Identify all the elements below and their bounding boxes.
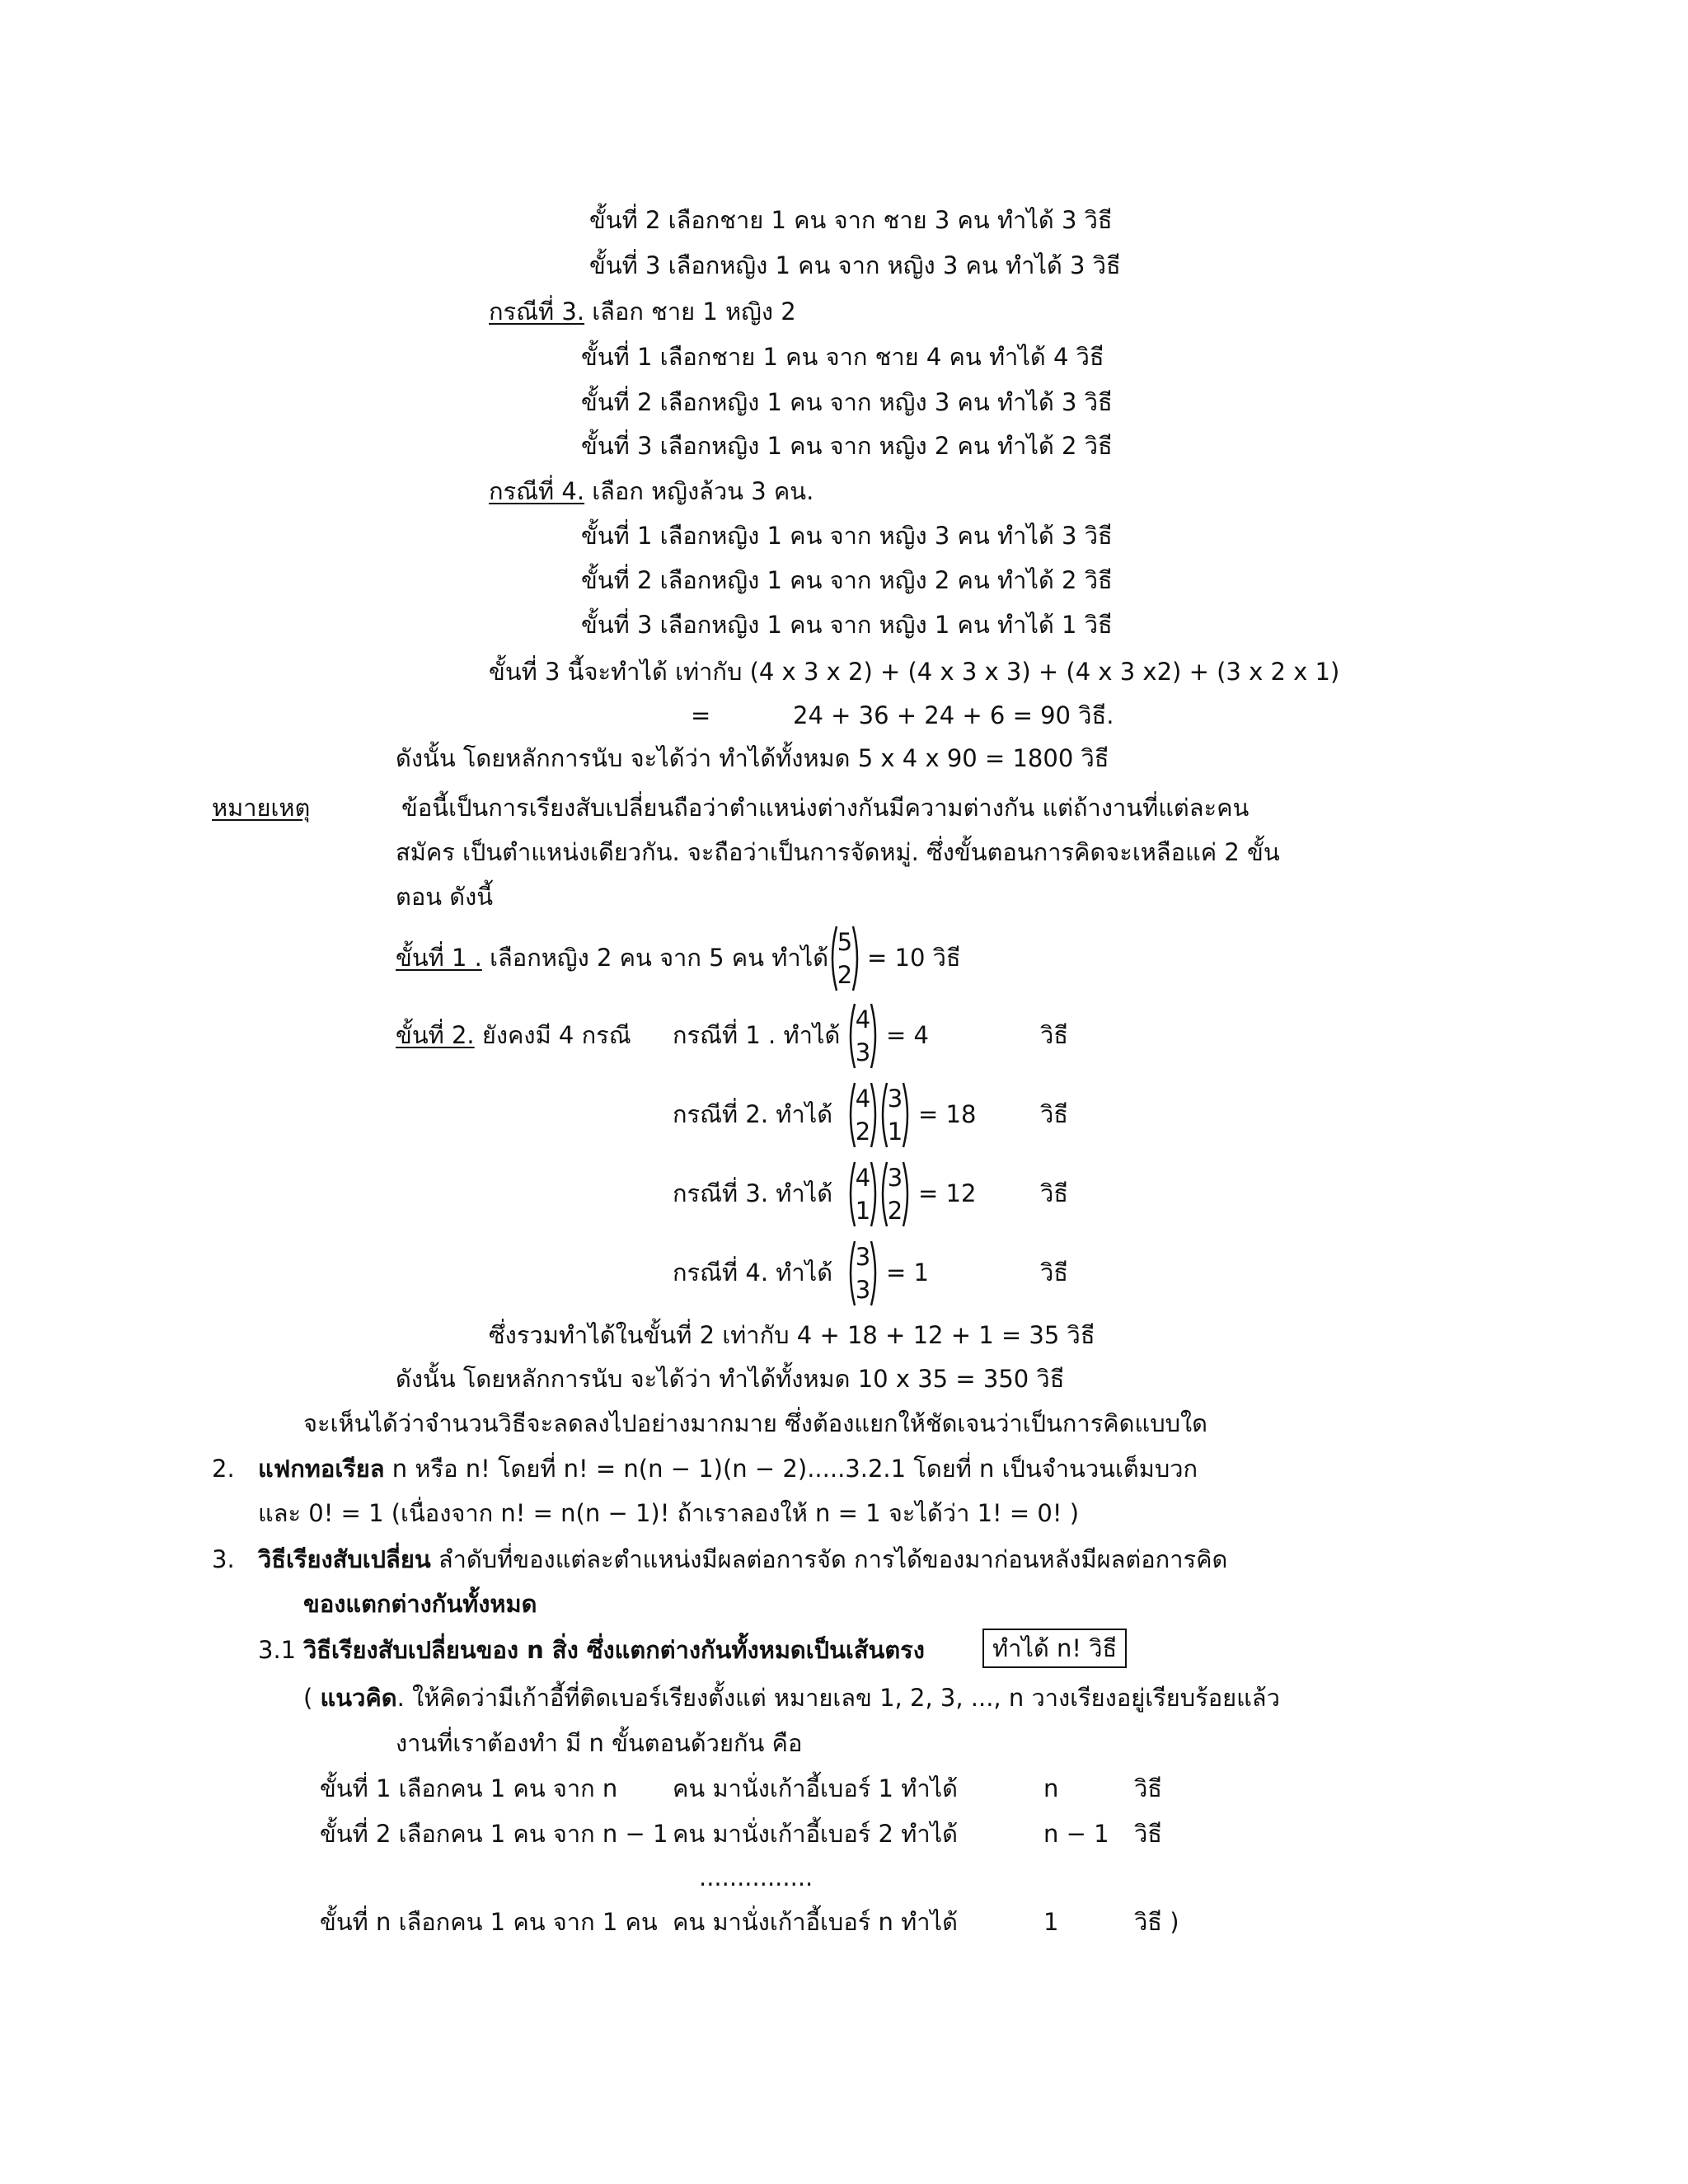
item-number: 2. [212, 1455, 235, 1483]
case-heading [489, 475, 814, 508]
binom-bottom: 2 [855, 1118, 871, 1146]
binom-top: 4 [855, 1164, 871, 1192]
term-title: วิธีเรียงสับเปลี่ยน [258, 1545, 431, 1573]
result: = 10 วิธี [867, 944, 961, 972]
note-text: ตอน ดังนี้ [396, 883, 494, 911]
row-desc: คน มานั่งเก้าอี้เบอร์ 1 ทำได้ [673, 1774, 959, 1802]
binom-bottom: 3 [855, 1038, 871, 1066]
text-line: ดังนั้น โดยหลักการนับ จะได้ว่า ทำได้ทั้งหมด 5 x 4 x 90 = 1800 วิธี [396, 744, 1109, 772]
text-line: 24 + 36 + 24 + 6 = 90 วิธี. [793, 701, 1114, 729]
binom-bottom: 2 [837, 961, 853, 989]
subitem-number: 3.1 [258, 1636, 297, 1664]
result: = 4 [886, 1021, 929, 1049]
step-2-line [396, 1019, 631, 1052]
row-desc: คน มานั่งเก้าอี้เบอร์ n ทำได้ [673, 1908, 958, 1936]
text-line: ดังนั้น โดยหลักการนับ จะได้ว่า ทำได้ทั้งหมด 10 x 35 = 350 วิธี [396, 1365, 1065, 1393]
row-count: 1 [1043, 1908, 1059, 1936]
step-text: เลือกหญิง 2 คน จาก 5 คน ทำได้ [481, 944, 829, 972]
binom-top: 4 [855, 1005, 871, 1033]
case-label: กรณีที่ 3. [489, 298, 585, 326]
text-line: และ 0! = 1 (เนื่องจาก n! = n(n − 1)! ถ้าเราลองให้ n = 1 จะได้ว่า 1! = 0! ) [258, 1499, 1080, 1527]
subitem-title: วิธีเรียงสับเปลี่ยนของ n สิ่ง ซึ่งแตกต่างกันทั้งหมดเป็นเส้นตรง [303, 1636, 925, 1664]
case-label: กรณีที่ 1 . ทำได้ [673, 1021, 841, 1049]
row-unit: วิธี [1134, 1820, 1162, 1848]
permutation-line [258, 1543, 1227, 1576]
case-text: เลือก ชาย 1 หญิง 2 [584, 298, 796, 326]
binom-top: 5 [837, 928, 853, 956]
result: = 18 [918, 1100, 977, 1128]
text-line: ขั้นที่ 3 นี้จะทำได้ เท่ากับ (4 x 3 x 2) + (4 x 3 x 3) + (4 x 3 x2) + (3 x 2 x 1) [489, 658, 1340, 686]
binomial [877, 1159, 913, 1230]
text-line: ขั้นที่ 2 เลือกหญิง 1 คน จาก หญิง 3 คน ทำได้ 3 วิธี [581, 388, 1113, 416]
row-step: ขั้นที่ n เลือกคน 1 คน จาก 1 คน [320, 1908, 658, 1936]
binom-bottom: 2 [887, 1197, 903, 1225]
factorial-line [258, 1452, 1198, 1485]
case-heading [489, 295, 796, 328]
text-line: ขั้นที่ 2 เลือกหญิง 1 คน จาก หญิง 2 คน ทำได้ 2 วิธี [581, 566, 1113, 594]
unit: วิธี [1040, 1100, 1068, 1128]
binomial [845, 1238, 881, 1309]
binom-top: 3 [887, 1164, 903, 1192]
text-line: ขั้นที่ 1 เลือกหญิง 1 คน จาก หญิง 3 คน ทำได้ 3 วิธี [581, 522, 1113, 550]
idea-text: . ให้คิดว่ามีเก้าอี้ที่ติดเบอร์เรียงตั้งแต่ หมายเลข 1, 2, 3, ..., n วางเรียงอยู่เรียบร้อยแล้ว [396, 1684, 1280, 1712]
step-label: ขั้นที่ 2. [396, 1021, 475, 1049]
boxed-formula: ทำได้ n! วิธี [982, 1629, 1127, 1668]
unit: วิธี [1040, 1179, 1068, 1207]
note-label: หมายเหตุ [212, 794, 311, 822]
row-unit: วิธี [1134, 1774, 1162, 1802]
binom-top: 3 [855, 1243, 871, 1271]
term-text: n หรือ n! โดยที่ n! = n(n − 1)(n − 2).....3.2.1 โดยที่ n เป็นจำนวนเต็มบวก [384, 1455, 1198, 1483]
row-count: n − 1 [1043, 1820, 1109, 1848]
binomial [877, 1080, 913, 1151]
note-text: สมัคร เป็นตำแหน่งเดียวกัน. จะถือว่าเป็นการจัดหมู่. ซึ่งขั้นตอนการคิดจะเหลือแค่ 2 ขั้น [396, 838, 1280, 866]
step-text: ยังคงมี 4 กรณี [474, 1021, 631, 1049]
formula-box [982, 1629, 1127, 1668]
binom-top: 4 [855, 1085, 871, 1113]
text-line: ขั้นที่ 1 เลือกชาย 1 คน จาก ชาย 4 คน ทำได้ 4 วิธี [581, 343, 1104, 371]
row-desc: คน มานั่งเก้าอี้เบอร์ 2 ทำได้ [673, 1820, 959, 1848]
term-text: ลำดับที่ของแต่ละตำแหน่งมีผลต่อการจัด การได้ของมาก่อนหลังมีผลต่อการคิด [430, 1545, 1228, 1573]
ellipsis: ............... [699, 1863, 814, 1891]
binomial [845, 1080, 881, 1151]
binomial [845, 1159, 881, 1230]
item-number: 3. [212, 1545, 235, 1573]
row-unit: วิธี ) [1134, 1908, 1179, 1936]
case-label: กรณีที่ 4. [489, 477, 585, 505]
case-label: กรณีที่ 3. ทำได้ [673, 1179, 833, 1207]
binom-top: 3 [887, 1085, 903, 1113]
idea-label: แนวคิด [320, 1684, 397, 1712]
term-title: แฟกทอเรียล [258, 1455, 385, 1483]
step-1-line [396, 941, 828, 974]
text-line: ซึ่งรวมทำได้ในขั้นที่ 2 เท่ากับ 4 + 18 + 12 + 1 = 35 วิธี [489, 1321, 1095, 1349]
binomial [845, 1001, 881, 1071]
row-step: ขั้นที่ 1 เลือกคน 1 คน จาก n [320, 1774, 618, 1802]
result: = 12 [918, 1179, 977, 1207]
text-line: ขั้นที่ 3 เลือกหญิง 1 คน จาก หญิง 1 คน ทำได้ 1 วิธี [581, 611, 1113, 639]
row-step: ขั้นที่ 2 เลือกคน 1 คน จาก n − 1 [320, 1820, 668, 1848]
case-label: กรณีที่ 2. ทำได้ [673, 1100, 833, 1128]
case-text: เลือก หญิงล้วน 3 คน. [584, 477, 814, 505]
binom-bottom: 3 [855, 1276, 871, 1304]
text-line: ขั้นที่ 2 เลือกชาย 1 คน จาก ชาย 3 คน ทำได้ 3 วิธี [589, 206, 1113, 234]
binom-bottom: 1 [887, 1118, 903, 1146]
case-label: กรณีที่ 4. ทำได้ [673, 1258, 833, 1286]
note-text: ข้อนี้เป็นการเรียงสับเปลี่ยนถือว่าตำแหน่งต่างกันมีความต่างกัน แต่ถ้างานที่แต่ละคน [401, 794, 1250, 822]
result: = 1 [886, 1258, 929, 1286]
equals-sign: = [691, 701, 711, 729]
binom-bottom: 1 [855, 1197, 871, 1225]
unit: วิธี [1040, 1021, 1068, 1049]
text-line: ของแตกต่างกันทั้งหมด [303, 1590, 537, 1618]
idea-line [303, 1681, 1280, 1714]
text-line: จะเห็นได้ว่าจำนวนวิธีจะลดลงไปอย่างมากมาย ซึ่งต้องแยกให้ชัดเจนว่าเป็นการคิดแบบใด [303, 1409, 1208, 1437]
text-line: ขั้นที่ 3 เลือกหญิง 1 คน จาก หญิง 3 คน ทำได้ 3 วิธี [589, 251, 1121, 279]
idea-open: ( [303, 1684, 321, 1712]
text-line: ขั้นที่ 3 เลือกหญิง 1 คน จาก หญิง 2 คน ทำได้ 2 วิธี [581, 432, 1113, 460]
unit: วิธี [1040, 1258, 1068, 1286]
row-count: n [1043, 1774, 1059, 1802]
text-line: งานที่เราต้องทำ มี n ขั้นตอนด้วยกัน คือ [396, 1729, 803, 1757]
binomial [827, 923, 863, 994]
step-label: ขั้นที่ 1 . [396, 944, 482, 972]
